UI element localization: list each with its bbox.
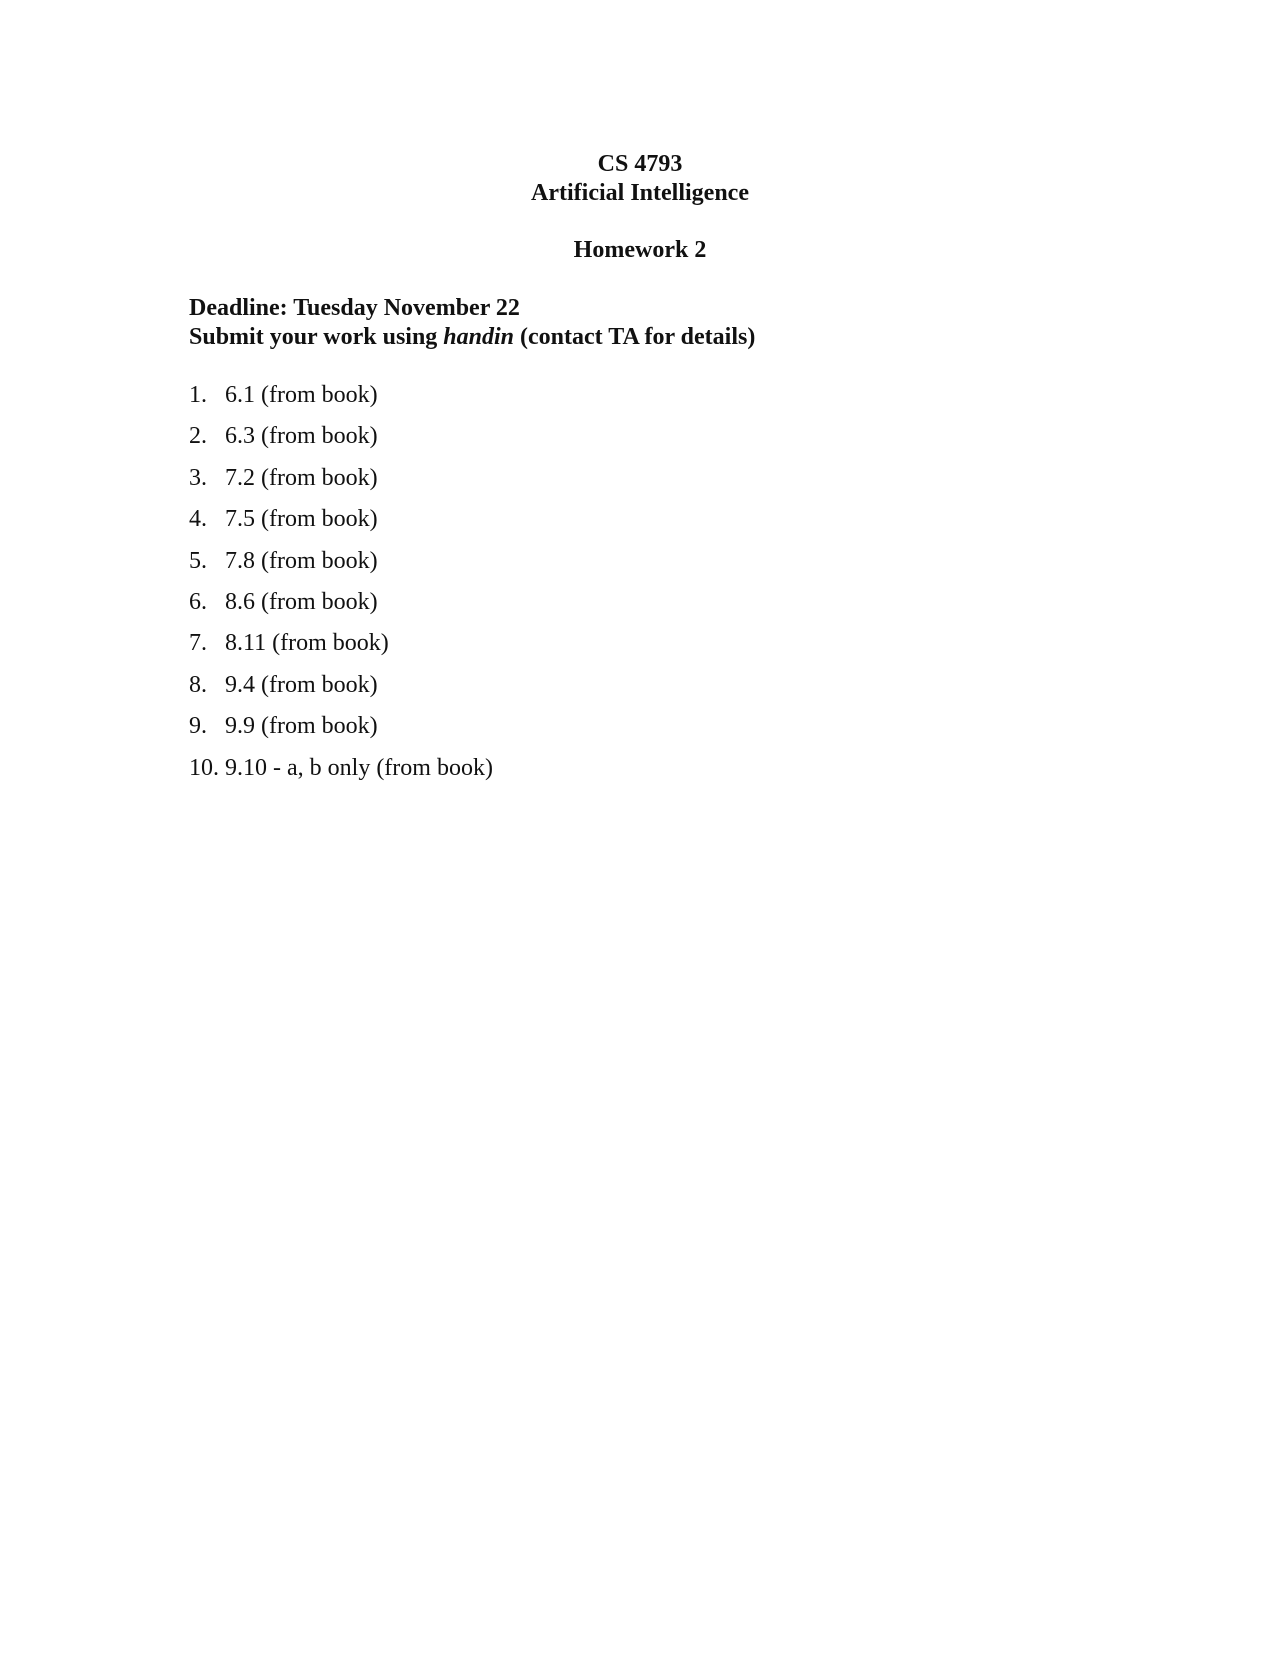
list-item <box>189 504 493 545</box>
task-text: 9.4 (from book) <box>225 671 378 698</box>
course-name: Artificial Intelligence <box>531 180 749 206</box>
task-number: 3. <box>189 464 207 491</box>
task-number: 1. <box>189 382 207 408</box>
list-item <box>189 546 493 587</box>
list-item <box>189 463 493 504</box>
task-text: 8.6 (from book) <box>225 588 378 615</box>
task-number: 5. <box>189 547 207 574</box>
homework-title: Homework 2 <box>573 237 707 263</box>
list-item <box>189 380 493 421</box>
course-code: CS 4793 <box>597 151 683 177</box>
task-number: 6. <box>189 588 207 615</box>
submit-suffix: (contact TA for details) <box>514 324 756 350</box>
task-text: 6.3 (from book) <box>225 423 378 450</box>
submit-instructions <box>189 322 755 352</box>
task-text: 9.9 (from book) <box>225 713 378 740</box>
list-item <box>189 587 493 628</box>
task-number: 8. <box>189 671 207 698</box>
task-text: 8.11 (from book) <box>225 630 389 657</box>
submit-prefix: Submit your work using <box>189 324 444 350</box>
task-text: 7.2 (from book) <box>225 464 378 491</box>
list-item <box>189 753 493 794</box>
task-number: 4. <box>189 506 207 533</box>
task-text: 7.8 (from book) <box>225 547 378 574</box>
list-item <box>189 421 493 462</box>
task-number: 2. <box>189 423 207 450</box>
task-number: 10. <box>189 754 219 781</box>
list-item <box>189 670 493 711</box>
task-text: 9.10 - a, b only (from book) <box>225 754 493 781</box>
task-number: 9. <box>189 713 207 740</box>
deadline-line: Deadline: Tuesday November 22 <box>189 295 520 321</box>
task-number: 7. <box>189 630 207 657</box>
task-text: 7.5 (from book) <box>225 506 378 533</box>
list-item <box>189 711 493 752</box>
submit-tool: handin <box>443 324 515 350</box>
task-text: 6.1 (from book) <box>225 382 378 408</box>
list-item <box>189 628 493 669</box>
task-list <box>189 380 493 794</box>
